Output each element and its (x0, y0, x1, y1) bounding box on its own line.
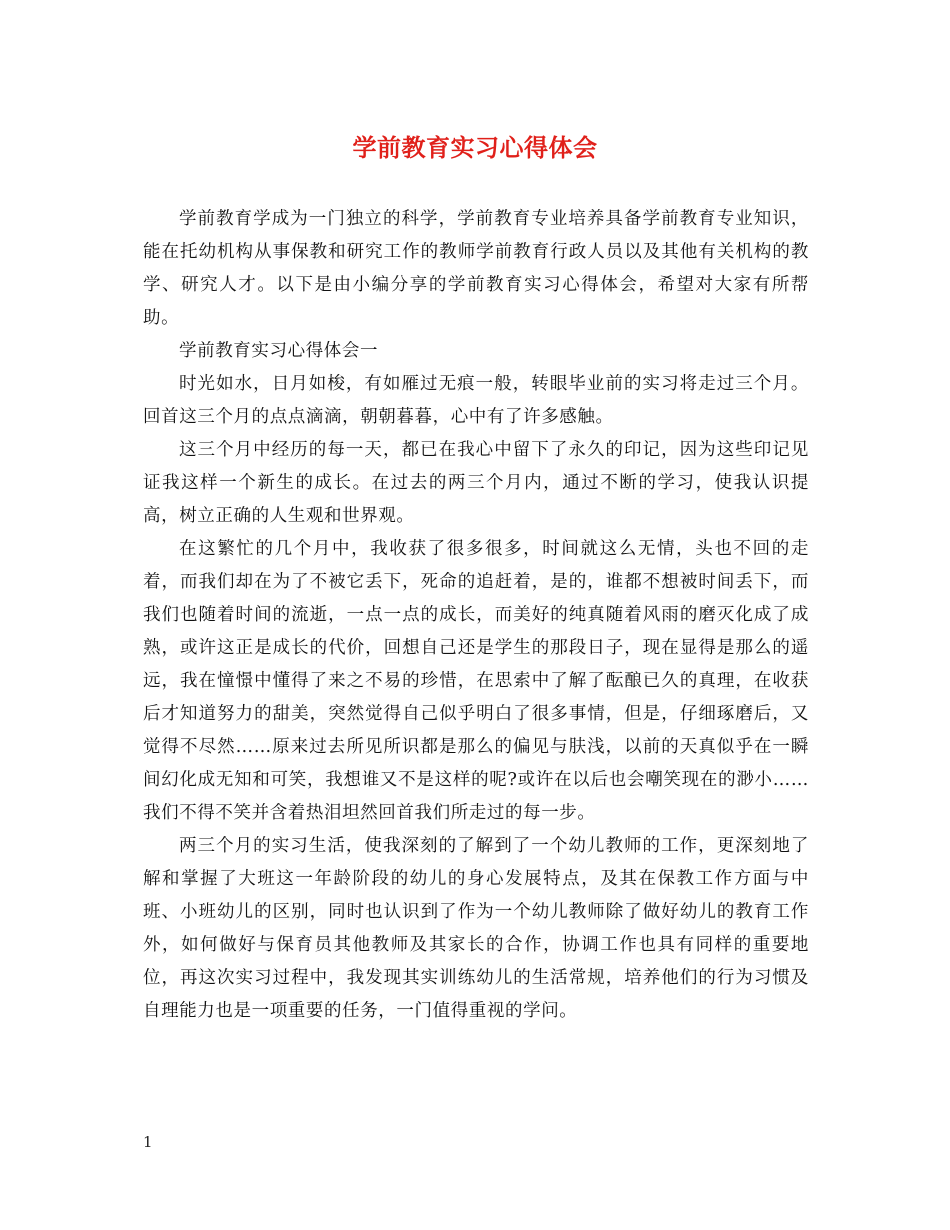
page-number: 1 (143, 1133, 153, 1151)
paragraph: 时光如水，日月如梭，有如雁过无痕一般，转眼毕业前的实习将走过三个月。回首这三个月的点点滴滴，朝朝暮暮，心中有了许多感触。 (143, 374, 809, 427)
document-body (143, 203, 809, 1028)
paragraph: 在这繁忙的几个月中，我收获了很多很多，时间就这么无情，头也不回的走着，而我们却在为了不被它丢下，死命的追赶着，是的，谁都不想被时间丢下，而我们也随着时间的流逝，一点一点的成长，而美好的纯真随着风雨的磨灭化成了成熟，或许这正是成长的代价，回想自己还是学生的那段日子，现在显得是那么的遥远，我在憧憬中懂得了来之不易的珍惜，在思索中了解了酝酿已久的真理，在收获后才知道努力的甜美，突然觉得自己似乎明白了很多事情，但是，仔细琢磨后，又觉得不尽然……原来过去所见所识都是那么的偏见与肤浅，以前的天真似乎在一瞬间幻化成无知和可笑，我想谁又不是这样的呢?或许在以后也会嘲笑现在的渺小……我们不得不笑并含着热泪坦然回首我们所走过的每一步。 (143, 539, 809, 823)
paragraph: 两三个月的实习生活，使我深刻的了解到了一个幼儿教师的工作，更深刻地了解和掌握了大班这一年龄阶段的幼儿的身心发展特点，及其在保教工作方面与中班、小班幼儿的区别，同时也认识到了作为一个幼儿教师除了做好幼儿的教育工作外，如何做好与保育员其他教师及其家长的合作，协调工作也具有同样的重要地位，再这次实习过程中，我发现其实训练幼儿的生活常规，培养他们的行为习惯及自理能力也是一项重要的任务，一门值得重视的学问。 (143, 836, 809, 1021)
paragraph-intro: 学前教育学成为一门独立的科学，学前教育专业培养具备学前教育专业知识，能在托幼机构从事保教和研究工作的教师学前教育行政人员以及其他有关机构的教学、研究人才。以下是由小编分享的学前教育实习心得体会，希望对大家有所帮助。 (143, 209, 809, 328)
section-heading: 学前教育实习心得体会一 (179, 341, 379, 361)
document-title: 学前教育实习心得体会 (352, 133, 598, 162)
paragraph: 这三个月中经历的每一天，都已在我心中留下了永久的印记，因为这些印记见证我这样一个新生的成长。在过去的两三个月内，通过不断的学习，使我认识提高，树立正确的人生观和世界观。 (143, 440, 809, 526)
